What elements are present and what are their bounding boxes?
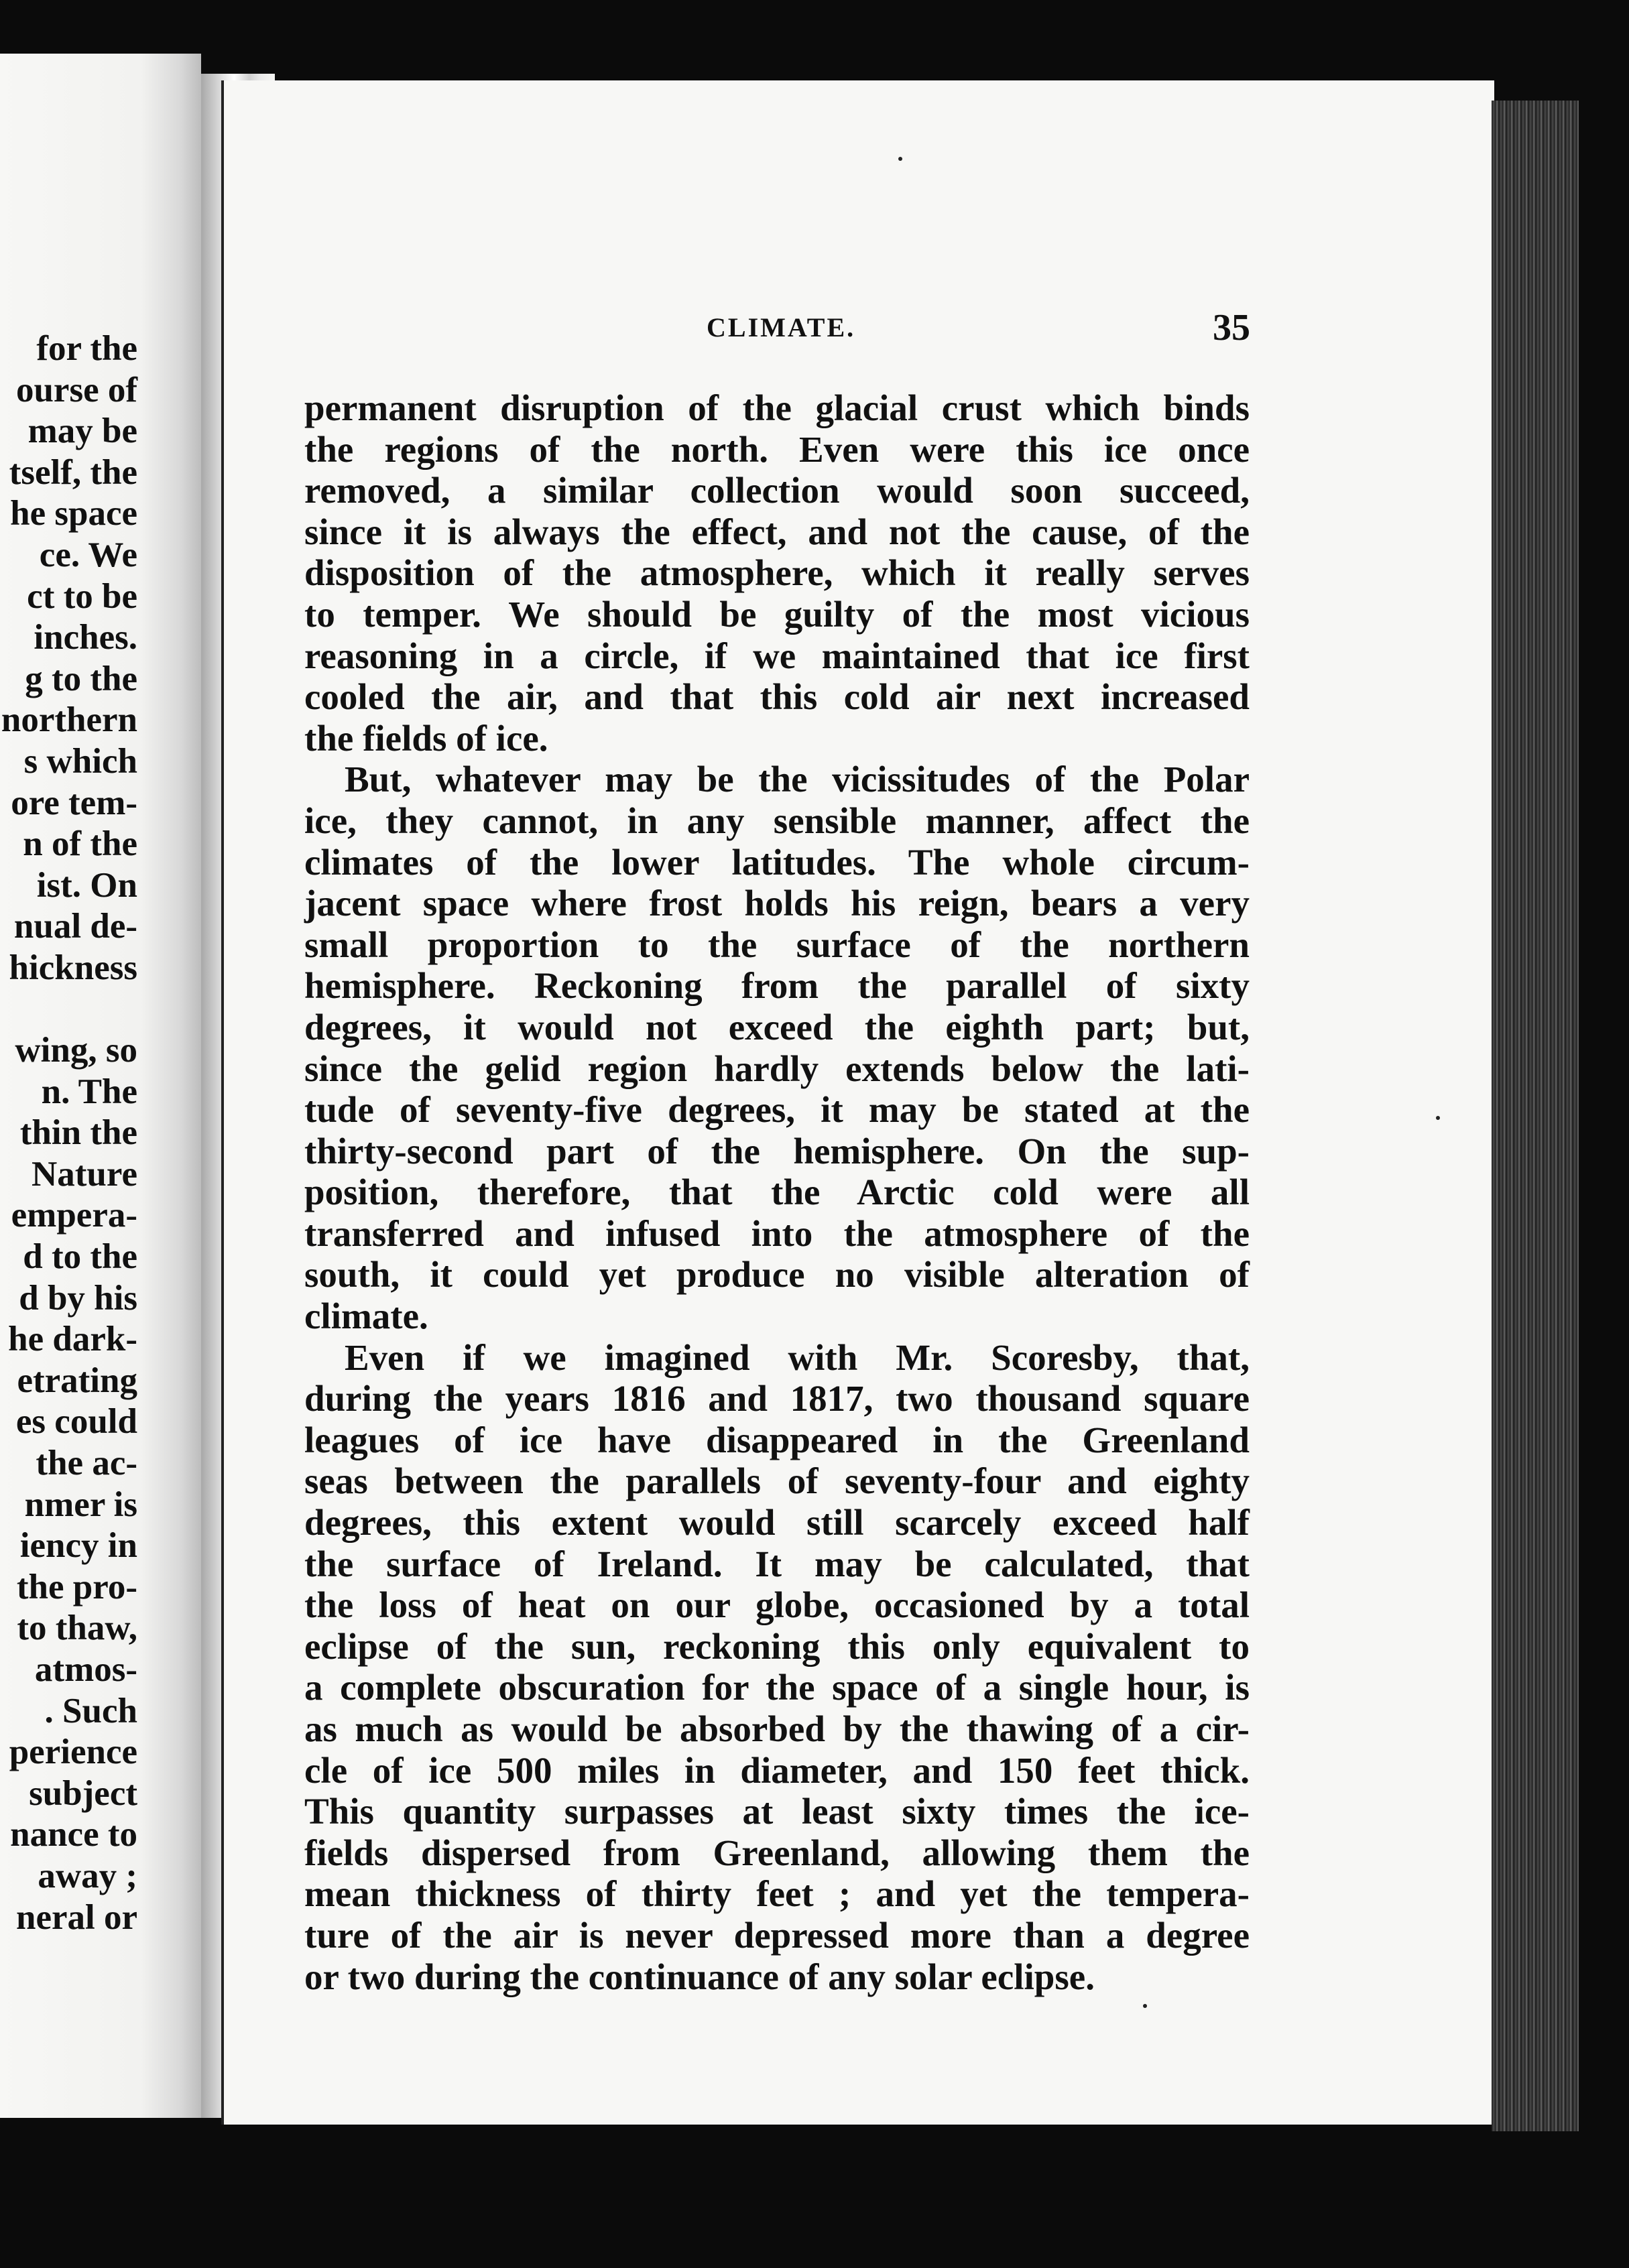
left-fragment-line: thin the: [19, 1113, 137, 1153]
text-line: jacent space where frost holds his reign, bears a very: [304, 883, 1250, 924]
left-fragment-line: may be: [27, 412, 137, 451]
left-fragment-line: neral or: [15, 1897, 137, 1937]
text-line: permanent disruption of the glacial crust which binds: [304, 387, 1250, 428]
text-line: during the years 1816 and 1817, two thousand square: [304, 1378, 1250, 1420]
left-fragment-line: he dark-: [8, 1320, 137, 1359]
left-fragment-line: ore tem-: [11, 783, 137, 822]
text-line: or two during the continuance of any solar eclipse.: [304, 1956, 1095, 1997]
text-line: transferred and infused into the atmosphere of the: [304, 1212, 1250, 1254]
text-line: Even if we imagined with Mr. Scoresby, that,: [345, 1336, 1250, 1378]
left-fragment-line: s which: [23, 741, 137, 781]
left-fragment-line: nance to: [10, 1815, 137, 1854]
text-line: south, it could yet produce no visible alteration of: [304, 1254, 1250, 1296]
text-line: since it is always the effect, and not the cause, of the: [304, 511, 1250, 552]
scan-speck: [1143, 2004, 1147, 2008]
book-page: [221, 80, 1494, 2125]
paragraph: [304, 1337, 1250, 1998]
text-line: climates of the lower latitudes. The whole circum-: [304, 841, 1250, 883]
left-fragment-line: d by his: [19, 1278, 137, 1318]
text-line: This quantity surpasses at least sixty times the ice-: [304, 1791, 1250, 1832]
paragraph: [304, 387, 1250, 759]
text-line: position, therefore, that the Arctic cold were all: [304, 1172, 1250, 1213]
text-line: hemisphere. Reckoning from the parallel of sixty: [304, 965, 1250, 1007]
paragraph: [304, 759, 1250, 1336]
left-fragment-line: to thaw,: [17, 1609, 137, 1648]
left-fragment-line: ct to be: [27, 576, 137, 616]
left-fragment-line: n of the: [23, 824, 137, 864]
text-line: degrees, it would not exceed the eighth part; but,: [304, 1006, 1250, 1048]
text-line: cooled the air, and that this cold air next increased: [304, 676, 1250, 718]
text-line: cle of ice 500 miles in diameter, and 150 feet thick.: [304, 1749, 1250, 1791]
text-line: fields dispersed from Greenland, allowing them the: [304, 1832, 1250, 1873]
left-fragment-line: etrating: [17, 1361, 137, 1400]
text-line: degrees, this extent would still scarcely exceed half: [304, 1502, 1250, 1544]
text-line: disposition of the atmosphere, which it really serves: [304, 552, 1250, 594]
left-fragment-line: empera-: [11, 1196, 137, 1235]
text-line: tude of seventy-five degrees, it may be stated at the: [304, 1089, 1250, 1131]
left-page-text-fragments: [0, 328, 137, 1938]
facing-left-page: [0, 54, 201, 2118]
left-fragment-line: d to the: [23, 1237, 137, 1277]
text-line: leagues of ice have disappeared in the Greenland: [304, 1419, 1250, 1460]
left-fragment-line: the ac-: [36, 1444, 137, 1483]
left-fragment-line: perience: [9, 1732, 137, 1772]
left-fragment-line: g to the: [25, 659, 137, 698]
page-header: [224, 307, 1494, 352]
text-line: as much as would be absorbed by the thawing of a cir-: [304, 1708, 1250, 1749]
page-number: 35: [1213, 307, 1250, 349]
scan-speck: [898, 157, 902, 161]
text-line: eclipse of the sun, reckoning this only equivalent to: [304, 1625, 1250, 1667]
text-line: removed, a similar collection would soon succeed,: [304, 470, 1250, 511]
left-fragment-line: ist. On: [36, 865, 137, 905]
running-head: CLIMATE.: [707, 312, 856, 342]
text-line: to temper. We should be guilty of the most vicious: [304, 593, 1250, 635]
text-line: the fields of ice.: [304, 717, 548, 759]
page-body-text: [304, 387, 1250, 1997]
left-fragment-line: inches.: [34, 618, 137, 657]
left-fragment-line: northern: [1, 700, 137, 740]
text-line: mean thickness of thirty feet ; and yet the tempera-: [304, 1873, 1250, 1915]
left-fragment-line: subject: [29, 1773, 137, 1813]
text-line: the regions of the north. Even were this ice once: [304, 428, 1250, 470]
text-line: thirty-second part of the hemisphere. On the sup-: [304, 1130, 1250, 1172]
left-fragment-line: atmos-: [34, 1650, 137, 1689]
text-line: small proportion to the surface of the northern: [304, 924, 1250, 965]
left-fragment-line: Nature: [32, 1154, 137, 1194]
left-fragment-line: tself, the: [9, 452, 137, 492]
left-fragment-line: ourse of: [15, 370, 137, 410]
left-fragment-line: iency in: [19, 1526, 137, 1566]
left-fragment-line: the pro-: [16, 1567, 137, 1606]
text-line: since the gelid region hardly extends below the lati-: [304, 1048, 1250, 1089]
left-fragment-line: n. The: [41, 1072, 137, 1111]
left-fragment-line: he space: [10, 494, 137, 533]
text-line: reasoning in a circle, if we maintained that ice first: [304, 635, 1250, 676]
left-fragment-line: ce. We: [39, 535, 137, 574]
text-line: ice, they cannot, in any sensible manner, affect the: [304, 800, 1250, 841]
text-line: seas between the parallels of seventy-four and eighty: [304, 1460, 1250, 1502]
text-line: ture of the air is never depressed more than a degree: [304, 1914, 1250, 1956]
left-fragment-line: es could: [15, 1402, 137, 1442]
text-line: a complete obscuration for the space of a single hour, is: [304, 1667, 1250, 1708]
left-fragment-line: [0, 989, 137, 1031]
left-fragment-line: for the: [36, 329, 137, 368]
text-line: the loss of heat on our globe, occasioned by a total: [304, 1584, 1250, 1626]
left-fragment-line: . Such: [44, 1691, 137, 1730]
left-fragment-line: wing, so: [15, 1031, 137, 1070]
text-line: climate.: [304, 1296, 428, 1337]
scan-speck: [1436, 1116, 1440, 1120]
text-line: But, whatever may be the vicissitudes of the Polar: [345, 759, 1250, 800]
text-line: the surface of Ireland. It may be calculated, that: [304, 1543, 1250, 1584]
page-edges: [1492, 101, 1579, 2131]
left-fragment-line: hickness: [9, 948, 137, 987]
left-fragment-line: away ;: [38, 1856, 137, 1895]
left-fragment-line: nmer is: [24, 1485, 137, 1524]
left-fragment-line: nual de-: [13, 907, 137, 946]
